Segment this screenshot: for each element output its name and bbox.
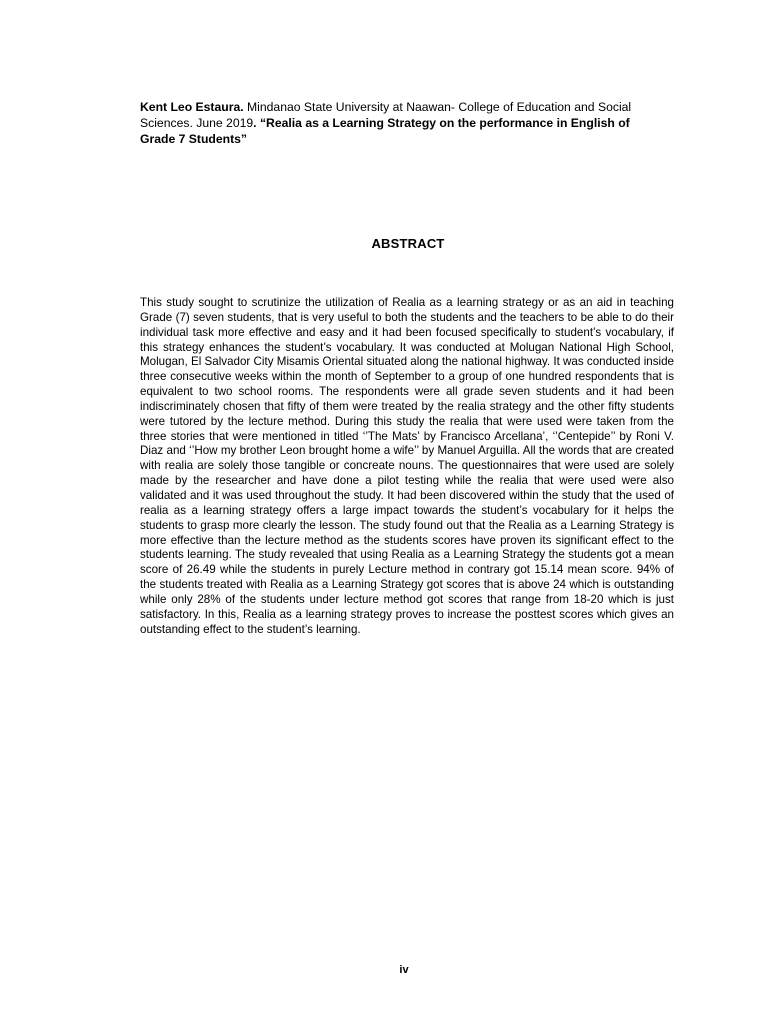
page-number: iv (399, 964, 409, 976)
citation-separator: . (253, 116, 260, 130)
abstract-heading: ABSTRACT (371, 236, 445, 251)
thesis-title: “Realia as a Learning Strategy on the performance in English of Grade 7 Students” (140, 116, 630, 146)
author-name: Kent Leo Estaura. (140, 100, 244, 114)
abstract-body: This study sought to scrutinize the utilization of Realia as a learning strategy or as an aid in teaching Grade (7) seven students, that is very useful to both the students and the teachers to be able to do their individual task more effective and easy and it had been focused specifically to student’s vocabulary, if this strategy enhances the student’s vocabulary. It was conducted at Molugan National High School, Molugan, El Salvador City Misamis Oriental situated along the national highway. It was conducted inside three consecutive weeks within the month of September to a group of one hundred respondents that is equivalent to two school rooms. The respondents were all grade seven students and it had been indiscriminately chosen that fifty of them were treated by the realia strategy and the other fifty students were tutored by the lecture method. During this study the realia that were used were taken from the three stories that were mentioned in titled ‘’The Mats’ by Francisco Arcellana’, ‘’Centepide’’ by Roni V. Diaz and ‘’How my brother Leon brought home a wife’’ by Manuel Arguilla. All the words that are created with realia are solely those tangible or concreate nouns. The questionnaires that were used are solely made by the researcher and have done a pilot testing while the realia that were used were also validated and it was used throughout the study. It had been discovered within the study that the used of realia as a learning strategy offers a large impact towards the student’s vocabulary for it helps the students to grasp more clearly the lesson. The study found out that the Realia as a Learning Strategy is more effective than the lecture method as the students scores have proven its significant effect to the students learning. The study revealed that using Realia as a Learning Strategy the students got a mean score of 26.49 while the students in purely Lecture method in contrary got 15.14 mean score. 94% of the students treated with Realia as a Learning Strategy got scores that is above 24 which is outstanding while only 28% of the students under lecture method got scores that range from 18-20 which is just satisfactory. In this, Realia as a learning strategy proves to increase the posttest scores which gives an outstanding effect to the student’s learning. (140, 296, 674, 636)
institution-date: Mindanao State University at Naawan- College of Education and Social Sciences. June 2019 (140, 100, 632, 130)
citation (140, 99, 660, 147)
